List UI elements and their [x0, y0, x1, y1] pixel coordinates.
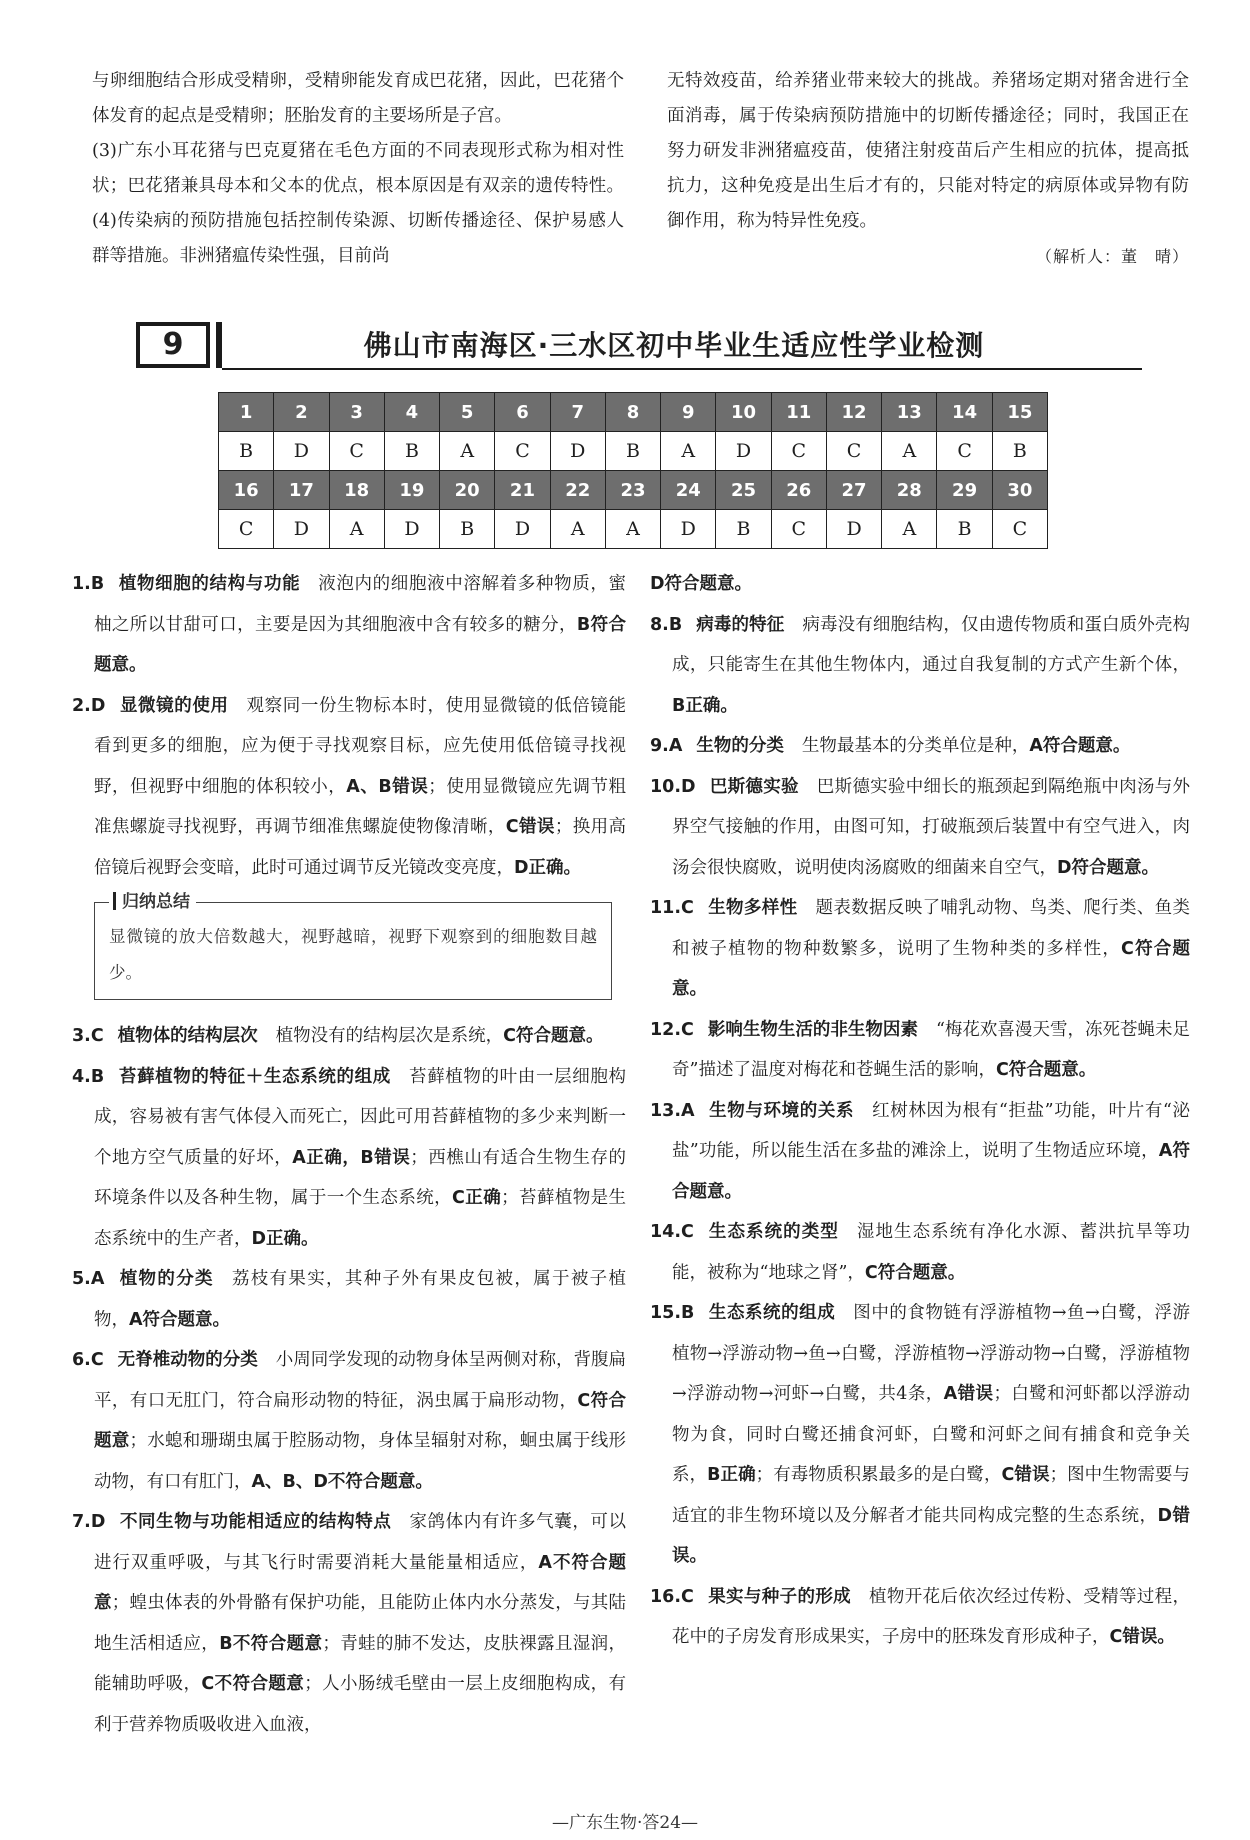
answer-letter: B — [681, 1303, 695, 1323]
answer-cell: D — [274, 432, 329, 471]
explanation-text: ；蝗虫体表的外骨骼有保护功能，且能防止体内水分蒸发，与其陆地生活相适应， — [94, 1593, 627, 1654]
answer-letter: A — [668, 736, 683, 756]
answer-letter: C — [90, 1350, 104, 1370]
page-footer: —广东生物·答24— — [551, 1813, 699, 1833]
question-number: 8. — [650, 614, 669, 635]
explanation-text: “梅花欢喜漫天雪，冻死苍蝇未足奇”描述了温度对梅花和苍蝇生活的影响， — [672, 1019, 1190, 1080]
answer-cell: D — [716, 432, 771, 471]
question-number-cell: 29 — [937, 471, 992, 510]
question-number-cell: 8 — [605, 393, 660, 432]
answer-cell: B — [605, 432, 660, 471]
question-number-cell: 21 — [495, 471, 550, 510]
topic-label: 生态系统的类型 — [707, 1222, 839, 1242]
explanation-11 — [650, 888, 1190, 1010]
question-number: 15. — [650, 1303, 682, 1323]
question-number-cell: 20 — [440, 471, 495, 510]
verdict: C错误 — [1001, 1465, 1050, 1485]
question-number: 16. — [650, 1586, 682, 1607]
verdict: C不符合题意 — [201, 1674, 305, 1694]
explanation-7-continued — [650, 564, 1190, 605]
explanation-text: ；水螅和珊瑚虫属于腔肠动物，身体呈辐射对称，蛔虫属于线形动物，有口有肛门， — [94, 1431, 626, 1492]
answer-cell: D — [274, 510, 329, 549]
topic-label: 生物的分类 — [696, 736, 784, 756]
top-right-column — [667, 64, 1189, 274]
answer-letter: C — [681, 1019, 694, 1040]
section-title: 佛山市南海区·三水区初中毕业生适应性学业检测 — [363, 329, 985, 362]
explanation-1 — [72, 564, 626, 686]
explanation-text: ；苔藓植物是生态系统中的生产者， — [94, 1188, 627, 1249]
answer-letter: B — [90, 574, 105, 594]
topic-label: 生物与环境的关系 — [708, 1100, 855, 1121]
question-number: 9. — [650, 736, 669, 756]
section-rule — [222, 368, 1142, 370]
answer-cell: B — [440, 510, 495, 549]
question-number: 3. — [72, 1026, 91, 1046]
topic-label: 无脊椎动物的分类 — [117, 1350, 258, 1370]
question-number-cell: 1 — [219, 393, 274, 432]
top-left-column — [92, 64, 624, 274]
explanation-text: 病毒没有细胞结构，仅由遗传物质和蛋白质外壳构成，只能寄生在其他生物体内，通过自我复制的方式产生新个体， — [672, 614, 1191, 675]
explanation-3 — [72, 1016, 626, 1057]
question-number-cell: 12 — [826, 393, 881, 432]
answer-table — [218, 392, 1048, 549]
topic-label: 不同生物与功能相适应的结构特点 — [119, 1512, 392, 1532]
topic-label: 果实与种子的形成 — [707, 1586, 852, 1607]
section-divider — [216, 322, 222, 368]
answer-letter: B — [668, 614, 683, 635]
explanation-text: ；换用高倍镜后视野会变暗，此时可通过调节反光镜改变亮度， — [94, 817, 627, 878]
question-number-cell: 27 — [826, 471, 881, 510]
paragraph: 无特效疫苗，给养猪业带来较大的挑战。养猪场定期对猪舍进行全面消毒，属于传染病预防措施中的切断传播途径；同时，我国正在努力研发非洲猪瘟疫苗，使猪注射疫苗后产生相应的抗体，提高抵抗力，这种免疫是出生后才有的，只能对特定的病原体或异物有防御作用，称为特异性免疫。 — [667, 71, 1189, 231]
verdict: A、B错误 — [346, 776, 429, 797]
answer-letter: B — [90, 1066, 105, 1087]
topic-label: 苔藓植物的特征＋生态系统的组成 — [118, 1066, 391, 1087]
question-number-cell: 16 — [219, 471, 274, 510]
verdict: D符合题意。 — [650, 574, 753, 594]
verdict: A正确，B错误 — [292, 1147, 411, 1168]
topic-label: 植物细胞的结构与功能 — [118, 574, 301, 594]
verdict: A错误 — [943, 1384, 994, 1404]
answer-cell: A — [440, 432, 495, 471]
question-number-cell: 28 — [882, 471, 937, 510]
answer-letter: A — [681, 1100, 695, 1121]
explanation-text: 小周同学发现的动物身体呈两侧对称，背腹扁平，有口无肛门，符合扁形动物的特征，涡虫属于扁形动物， — [94, 1350, 627, 1411]
answer-cell: A — [550, 510, 605, 549]
verdict: A、B、D不符合题意。 — [251, 1471, 433, 1492]
section-number: 9 — [136, 322, 210, 368]
question-number-cell: 25 — [716, 471, 771, 510]
explanation-10 — [650, 767, 1190, 889]
answer-letter: D — [681, 776, 696, 797]
answer-letter: C — [90, 1026, 104, 1046]
explanation-2 — [72, 686, 626, 889]
answer-letter: C — [681, 898, 694, 918]
question-number: 13. — [650, 1100, 682, 1121]
topic-label: 显微镜的使用 — [119, 695, 229, 716]
question-number-cell: 17 — [274, 471, 329, 510]
explanation-text: 苔藓植物的叶由一层细胞构成，容易被有害气体侵入而死亡，因此可用苔藓植物的多少来判断一个地方空气质量的好坏， — [94, 1066, 627, 1168]
question-number-cell: 2 — [274, 393, 329, 432]
answer-letter: C — [681, 1222, 694, 1242]
question-number-cell: 24 — [661, 471, 716, 510]
explanation-text: ；青蛙的肺不发达，皮肤裸露且湿润，能辅助呼吸， — [94, 1633, 627, 1694]
answer-cell: D — [495, 510, 550, 549]
question-number: 7. — [72, 1512, 91, 1532]
answer-letter: D — [90, 1512, 106, 1532]
answer-cell: C — [771, 510, 826, 549]
explanation-text: 湿地生态系统有净化水源、蓄洪抗旱等功能，被称为“地球之肾”， — [672, 1222, 1191, 1283]
explanation-13 — [650, 1091, 1190, 1213]
explanation-text: ；使用显微镜应先调节粗准焦螺旋寻找视野，再调节细准焦螺旋使物像清晰， — [94, 776, 627, 837]
verdict: B符合题意。 — [94, 614, 626, 675]
explanation-text: 生物最基本的分类单位是种， — [801, 736, 1030, 756]
verdict: D正确。 — [514, 857, 582, 878]
explanation-text: 题表数据反映了哺乳动物、鸟类、爬行类、鱼类和被子植物的物种数繁多，说明了生物种类的多样性， — [672, 898, 1190, 959]
explanation-text: 荔枝有果实，其种子外有果皮包被，属于被子植物， — [94, 1269, 627, 1330]
explanation-12 — [650, 1010, 1190, 1091]
explanation-8 — [650, 605, 1190, 727]
question-number-cell: 6 — [495, 393, 550, 432]
question-number: 4. — [72, 1066, 91, 1087]
answer-cell: C — [937, 432, 992, 471]
explanation-text: ；人小肠绒毛壁由一层上皮细胞构成，有利于营养物质吸收进入血液， — [94, 1674, 627, 1735]
explanation-15 — [650, 1293, 1190, 1577]
topic-label: 病毒的特征 — [696, 614, 785, 635]
question-number: 10. — [650, 776, 682, 797]
topic-label: 巴斯德实验 — [709, 776, 799, 797]
verdict: A不符合题意 — [94, 1552, 626, 1613]
verdict: C错误。 — [1109, 1627, 1175, 1647]
explanation-text: 观察同一份生物标本时，使用显微镜的低倍镜能看到更多的细胞，应为便于寻找观察目标，应先使用低倍镜寻找视野，但视野中细胞的体积较小， — [94, 695, 627, 797]
question-number-cell: 4 — [384, 393, 439, 432]
topic-label: 植物的分类 — [118, 1269, 214, 1289]
explanation-text: ；西樵山有适合生物生存的环境条件以及各种生物，属于一个生态系统， — [94, 1147, 626, 1208]
verdict: D错误。 — [672, 1505, 1191, 1566]
answer-cell: D — [661, 510, 716, 549]
paragraph: (3)广东小耳花猪与巴克夏猪在毛色方面的不同表现形式称为相对性状；巴花猪兼具母本和父本的优点，根本原因是有双亲的遗传特性。(4)传染病的预防措施包括控制传染源、切断传播途径、保护易感人群等措施。非洲猪瘟传染性强，目前尚 — [92, 141, 624, 266]
explanation-text: 巴斯德实验中细长的瓶颈起到隔绝瓶中肉汤与外界空气接触的作用，由图可知，打破瓶颈后装置中有空气进入，肉汤会很快腐败，说明使肉汤腐败的细菌来自空气， — [672, 776, 1191, 878]
answer-cell: C — [992, 510, 1047, 549]
answer-cell: B — [992, 432, 1047, 471]
verdict: D符合题意。 — [1057, 857, 1160, 878]
answer-cell: A — [605, 510, 660, 549]
question-number-cell: 3 — [329, 393, 384, 432]
question-number: 1. — [72, 574, 91, 594]
verdict: C符合题意。 — [503, 1026, 604, 1046]
question-number: 2. — [72, 695, 91, 716]
question-number: 6. — [72, 1350, 91, 1370]
answer-cell: D — [384, 510, 439, 549]
question-number-cell: 22 — [550, 471, 605, 510]
answer-letter: C — [681, 1586, 694, 1607]
verdict: C符合题意。 — [672, 938, 1191, 999]
paragraph: 与卵细胞结合形成受精卵，受精卵能发育成巴花猪，因此，巴花猪个体发育的起点是受精卵；胚胎发育的主要场所是子宫。 — [92, 71, 624, 126]
verdict: D正确。 — [251, 1228, 319, 1249]
answer-cell: A — [661, 432, 716, 471]
question-number-cell: 14 — [937, 393, 992, 432]
question-number-cell: 15 — [992, 393, 1047, 432]
question-number-cell: 26 — [771, 471, 826, 510]
explanation-text: 液泡内的细胞液中溶解着多种物质，蜜柚之所以甘甜可口，主要是因为其细胞液中含有较多的糖分， — [94, 574, 627, 635]
answer-cell: C — [219, 510, 274, 549]
explanation-14 — [650, 1212, 1190, 1293]
summary-box — [94, 892, 612, 1000]
answer-number-row-1 — [219, 393, 1048, 432]
answer-cell: B — [716, 510, 771, 549]
answer-cell: B — [937, 510, 992, 549]
question-number-cell: 11 — [771, 393, 826, 432]
explanations-right-column — [650, 564, 1190, 1658]
answer-cell: C — [771, 432, 826, 471]
explanation-text: 家鸽体内有许多气囊，可以进行双重呼吸，与其飞行时需要消耗大量能量相适应， — [94, 1512, 627, 1573]
summary-title: 归纳总结 — [109, 889, 196, 915]
verdict: A符合题意。 — [1029, 736, 1131, 756]
question-number: 14. — [650, 1222, 682, 1242]
explanation-text: 红树林因为根有“拒盐”功能，叶片有“泌盐”功能，所以能生活在多盐的滩涂上，说明了生物适应环境， — [672, 1100, 1190, 1161]
question-number-cell: 23 — [605, 471, 660, 510]
explanation-16 — [650, 1577, 1190, 1658]
verdict: C符合题意。 — [864, 1262, 966, 1283]
answer-cell: A — [882, 432, 937, 471]
topic-label: 生物多样性 — [707, 898, 798, 918]
question-number-cell: 30 — [992, 471, 1047, 510]
explanation-text: 植物开花后依次经过传粉、受精等过程，花中的子房发育形成果实，子房中的胚珠发育形成种子， — [672, 1586, 1191, 1647]
explanation-text: ；白鹭和河虾都以浮游动物为食，同时白鹭还捕食河虾，白鹭和河虾之间有捕食和竞争关系， — [672, 1384, 1191, 1485]
summary-text: 显微镜的放大倍数越大，视野越暗，视野下观察到的细胞数目越少。 — [109, 927, 597, 982]
explanation-4 — [72, 1057, 626, 1260]
explanation-text: 图中的食物链有浮游植物→鱼→白鹭，浮游植物→浮游动物→鱼→白鹭，浮游植物→浮游动物→白鹭，浮游植物→浮游动物→河虾→白鹭，共4条， — [672, 1303, 1190, 1404]
answer-cell: D — [826, 510, 881, 549]
topic-label: 影响生物生活的非生物因素 — [707, 1019, 918, 1040]
answer-letter: A — [90, 1269, 105, 1289]
explanation-6 — [72, 1340, 626, 1502]
answer-cell: D — [550, 432, 605, 471]
question-number: 5. — [72, 1269, 91, 1289]
question-number-cell: 18 — [329, 471, 384, 510]
explanation-text: ；有毒物质积累最多的是白鹭， — [755, 1465, 1002, 1485]
verdict: C符合题意。 — [995, 1060, 1097, 1080]
answer-cell: C — [495, 432, 550, 471]
explanation-9 — [650, 726, 1190, 767]
verdict: B正确。 — [672, 695, 738, 716]
verdict: B正确 — [707, 1465, 756, 1485]
question-number-cell: 9 — [661, 393, 716, 432]
answer-letter: D — [90, 695, 106, 716]
topic-label: 植物体的结构层次 — [117, 1026, 258, 1046]
question-number-cell: 5 — [440, 393, 495, 432]
verdict: C错误 — [505, 817, 555, 837]
section-header — [136, 322, 1140, 372]
question-number-cell: 7 — [550, 393, 605, 432]
explanation-text: 植物没有的结构层次是系统， — [275, 1026, 504, 1046]
verdict: C符合题意 — [94, 1390, 627, 1451]
explanations-left-column — [72, 564, 626, 1745]
answer-letter-row-2 — [219, 510, 1048, 549]
question-number: 11. — [650, 898, 682, 918]
answer-cell: A — [882, 510, 937, 549]
explanation-text: ；图中生物需要与适宜的非生物环境以及分解者才能共同构成完整的生态系统， — [672, 1465, 1190, 1526]
question-number-cell: 13 — [882, 393, 937, 432]
verdict: B不符合题意 — [219, 1633, 323, 1654]
answer-cell: B — [384, 432, 439, 471]
explanation-5 — [72, 1259, 626, 1340]
answer-cell: C — [826, 432, 881, 471]
question-number: 12. — [650, 1019, 682, 1040]
topic-label: 生态系统的组成 — [708, 1303, 836, 1323]
verdict: C正确 — [452, 1188, 502, 1208]
explanation-7 — [72, 1502, 626, 1745]
answer-letter-row-1 — [219, 432, 1048, 471]
answer-cell: A — [329, 510, 384, 549]
verdict: A符合题意。 — [129, 1309, 231, 1330]
question-number-cell: 19 — [384, 471, 439, 510]
signature: （解析人：董 晴） — [1035, 247, 1189, 266]
answer-cell: C — [329, 432, 384, 471]
answer-number-row-2 — [219, 471, 1048, 510]
answer-cell: B — [219, 432, 274, 471]
verdict: A符合题意。 — [672, 1141, 1190, 1202]
question-number-cell: 10 — [716, 393, 771, 432]
